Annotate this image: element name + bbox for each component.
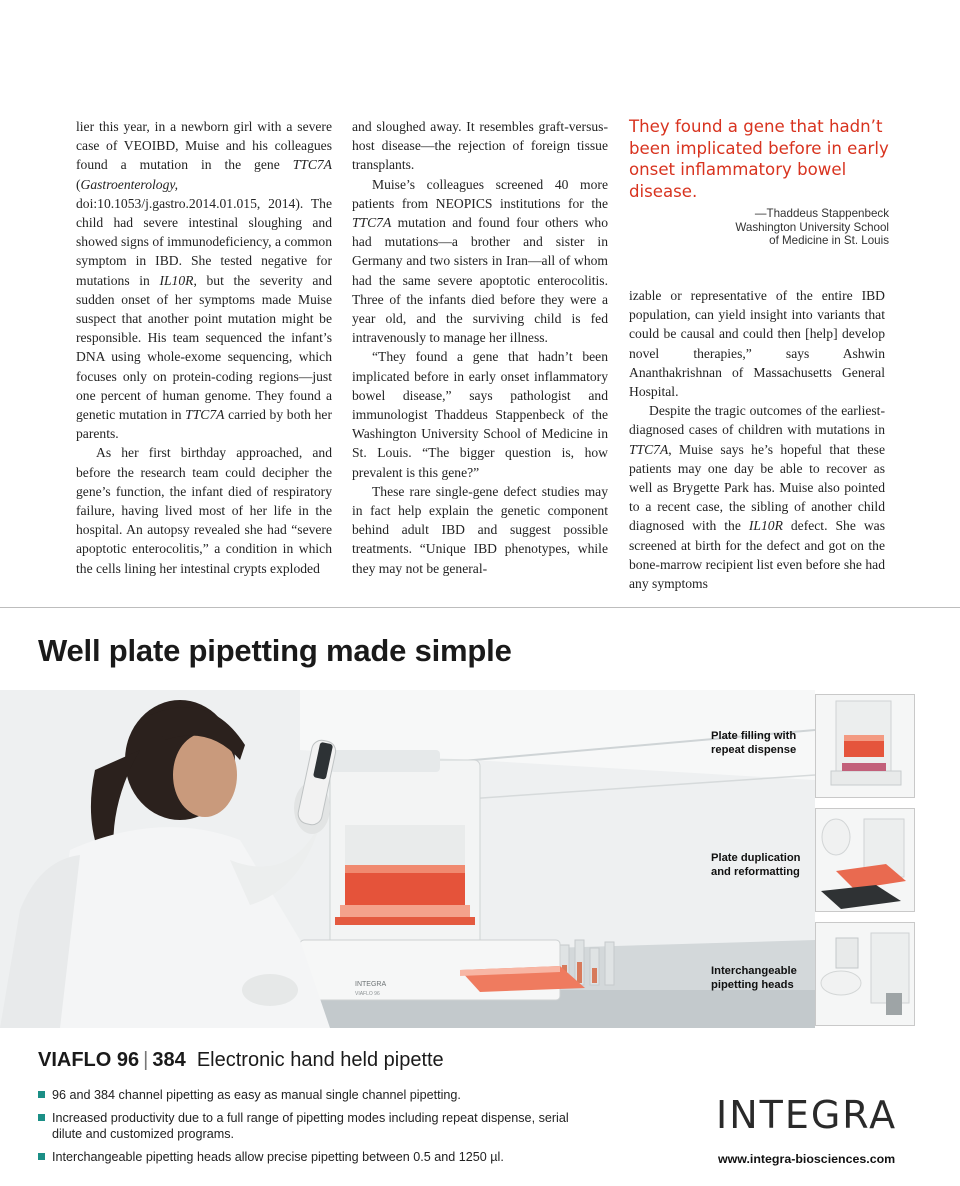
feature-thumbnail-pipetting-heads	[815, 922, 915, 1026]
pull-quote	[629, 116, 889, 248]
paragraph: Despite the tragic outcomes of the earliest-diagnosed cases of children with mutations in TTC7A, Muise says he’s hopeful that these patients may one day be able to recover as well as Brygette Park has. Muise also pointed to a recent case, the sibling of another child diagnosed with the IL10R defect. She was screened at birth for the defect and got on the bone-marrow recipient list even before she had any symptoms	[629, 403, 885, 592]
paragraph: and sloughed away. It resembles graft-versus-host disease—the rejection of foreign tissue transplants.	[352, 119, 608, 173]
product-separator: |	[143, 1049, 149, 1071]
plate-duplication-thumbnail	[816, 809, 915, 912]
integra-logo	[716, 1090, 916, 1136]
gene-name: TTC7A	[185, 407, 225, 423]
feature-thumbnail-plate-filling	[815, 694, 915, 798]
paragraph: These rare single-gene defect studies may in fact help explain the genetic component behind adult IBD and suggest possible treatments. “Unique IBD phenotypes, while they may not be general-	[352, 483, 608, 576]
gene-name: TTC7A	[629, 441, 669, 457]
product-title	[38, 1049, 444, 1072]
article-column-3	[629, 286, 885, 593]
paragraph: lier this year, in a newborn girl with a severe case of VEOIBD, Muise and his colleagues found a mutation in the gene TTC7A (Gastroenterology, doi:10.1053/j.gastro.2014.01.015, 2014). The child had severe intestinal sloughing and showed signs of immunodeficiency, a common symptom in IBD. She tested negative for mutations in IL10R, but the severity and sudden onset of her symptoms made Muise suspect that another point mutation might be responsible. His team sequenced the infant’s DNA using whole-exome sequencing, which focuses only on protein-coding regions—just one percent of human genome. They found a genetic mutation in TTC7A carried by both her parents.	[76, 119, 332, 442]
ad-headline: Well plate pipetting made simple	[38, 633, 512, 668]
paragraph: izable or representative of the entire IBD population, can yield insight into variants that could be causal and could then [help] develop novel therapies,” says Ashwin Ananthakrishnan of Massachusetts General Hospital.	[629, 288, 885, 400]
lab-scene-illustration	[0, 690, 815, 1028]
feature-label-pipetting-heads: Interchangeable pipetting heads	[711, 965, 797, 991]
bullet-item: 96 and 384 channel pipetting as easy as manual single channel pipetting.	[38, 1087, 598, 1103]
advertisement-divider	[0, 607, 960, 608]
pipetting-heads-thumbnail	[816, 923, 915, 1026]
logo-text: INTEGRA	[716, 1093, 898, 1136]
article-column-1	[76, 117, 332, 578]
device-model-label: VIAFLO 96	[355, 991, 380, 997]
journal-name: Gastroenterology,	[80, 176, 179, 192]
product-model: VIAFLO 96	[38, 1049, 140, 1071]
feature-thumbnail-plate-duplication	[815, 808, 915, 912]
product-model-alt: 384	[152, 1049, 186, 1071]
gene-name: IL10R	[748, 518, 783, 534]
gene-name: TTC7A	[292, 157, 332, 173]
plate-filling-thumbnail	[816, 695, 915, 798]
paragraph: As her first birthday approached, and before the research team could decipher the gene’s function, the infant died of respiratory failure, having lived most of her life in the hospital. An autopsy revealed she had “severe apoptotic enterocolitis,” a condition in which the cells lining her intestinal crypts exploded	[76, 445, 332, 576]
feature-bullet-list	[38, 1087, 598, 1172]
bullet-item: Interchangeable pipetting heads allow precise pipetting between 0.5 and 1250 µl.	[38, 1149, 598, 1165]
feature-label-plate-duplication: Plate duplication and reformatting	[711, 852, 801, 878]
advertiser-url[interactable]: www.integra-biosciences.com	[718, 1152, 896, 1166]
article-column-2	[352, 117, 608, 578]
pull-quote-attribution: —Thaddeus Stappenbeck Washington University School of Medicine in St. Louis	[735, 207, 889, 248]
pull-quote-text: They found a gene that hadn’t been implicated before in early onset inflammatory bowel disease.	[629, 117, 889, 201]
feature-label-plate-filling: Plate filling with repeat dispense	[711, 730, 797, 756]
product-description: Electronic hand held pipette	[196, 1049, 444, 1071]
ad-photo	[0, 690, 815, 1028]
paragraph: “They found a gene that hadn’t been implicated before in early onset inflammatory bowel disease,” says pathologist and immunologist Thaddeus Stappenbeck of the Washington University School of Medicine in St. Louis. “The bigger question is, how prevalent is this gene?”	[352, 349, 608, 480]
gene-name: TTC7A	[352, 215, 392, 231]
device-brand-label: INTEGRA	[355, 981, 387, 988]
bullet-item: Increased productivity due to a full range of pipetting modes including repeat dispense, serial dilute and customized programs.	[38, 1110, 598, 1142]
gene-name: IL10R	[159, 272, 194, 288]
paragraph: Muise’s colleagues screened 40 more patients from NEOPICS institutions for the TTC7A mutation and found four others who had mutations—a brother and sister in Germany and two sisters in Iran—all of whom had the same severe apoptotic enterocolitis. Three of the infants died before they were a year old, and the surviving child is fed intravenously to manage her illness.	[352, 176, 608, 346]
